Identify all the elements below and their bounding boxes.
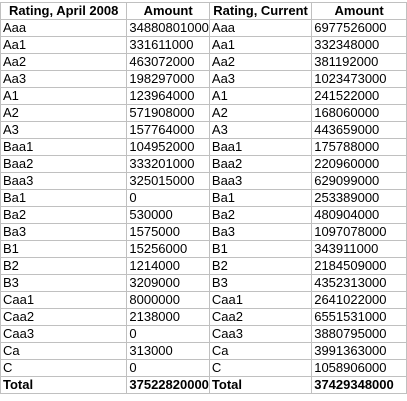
cell-amount-current[interactable]: 3991363000 — [312, 343, 407, 360]
cell-rating-current[interactable]: C — [209, 360, 311, 377]
table-row — [1, 241, 407, 258]
cell-rating-current[interactable]: Ba2 — [209, 207, 311, 224]
table-row — [1, 71, 407, 88]
cell-rating-april-2008[interactable]: Baa1 — [1, 139, 127, 156]
cell-rating-current[interactable]: Baa3 — [209, 173, 311, 190]
table-row — [1, 88, 407, 105]
total-row — [1, 377, 407, 394]
cell-amount-april-2008[interactable]: 331611000 — [127, 37, 210, 54]
table-row — [1, 37, 407, 54]
cell-amount-current[interactable]: 629099000 — [312, 173, 407, 190]
table-row — [1, 20, 407, 37]
cell-amount-current[interactable]: 3880795000 — [312, 326, 407, 343]
cell-amount-current[interactable]: 381192000 — [312, 54, 407, 71]
cell-rating-april-2008[interactable]: Caa2 — [1, 309, 127, 326]
header-amount-current[interactable]: Amount — [312, 3, 407, 20]
table-row — [1, 173, 407, 190]
header-amount-april-2008[interactable]: Amount — [127, 3, 210, 20]
cell-rating-april-2008[interactable]: Ba1 — [1, 190, 127, 207]
total-amount-current[interactable]: 37429348000 — [312, 377, 407, 394]
cell-amount-april-2008[interactable]: 104952000 — [127, 139, 210, 156]
cell-rating-april-2008[interactable]: Caa3 — [1, 326, 127, 343]
table-row — [1, 326, 407, 343]
cell-rating-april-2008[interactable]: Ba3 — [1, 224, 127, 241]
cell-rating-april-2008[interactable]: Aa2 — [1, 54, 127, 71]
cell-amount-current[interactable]: 6551531000 — [312, 309, 407, 326]
cell-rating-current[interactable]: Caa2 — [209, 309, 311, 326]
cell-rating-april-2008[interactable]: Aaa — [1, 20, 127, 37]
cell-amount-current[interactable]: 168060000 — [312, 105, 407, 122]
cell-amount-current[interactable]: 480904000 — [312, 207, 407, 224]
table-row — [1, 275, 407, 292]
cell-amount-april-2008[interactable]: 1575000 — [127, 224, 210, 241]
cell-rating-current[interactable]: Ba3 — [209, 224, 311, 241]
cell-rating-current[interactable]: B3 — [209, 275, 311, 292]
cell-rating-april-2008[interactable]: Caa1 — [1, 292, 127, 309]
cell-amount-current[interactable]: 2184509000 — [312, 258, 407, 275]
table-row — [1, 54, 407, 71]
cell-amount-april-2008[interactable]: 34880801000 — [127, 20, 210, 37]
cell-amount-current[interactable]: 2641022000 — [312, 292, 407, 309]
table-row — [1, 292, 407, 309]
cell-rating-current[interactable]: Ba1 — [209, 190, 311, 207]
cell-rating-current[interactable]: Aaa — [209, 20, 311, 37]
table-row — [1, 139, 407, 156]
table-row — [1, 343, 407, 360]
cell-rating-current[interactable]: Baa2 — [209, 156, 311, 173]
cell-amount-april-2008[interactable]: 0 — [127, 360, 210, 377]
total-amount-april-2008[interactable]: 37522820000 — [127, 377, 210, 394]
cell-amount-current[interactable]: 1097078000 — [312, 224, 407, 241]
cell-amount-april-2008[interactable]: 313000 — [127, 343, 210, 360]
header-row — [1, 3, 407, 20]
table-row — [1, 309, 407, 326]
cell-rating-april-2008[interactable]: B3 — [1, 275, 127, 292]
cell-amount-april-2008[interactable]: 463072000 — [127, 54, 210, 71]
cell-rating-current[interactable]: A3 — [209, 122, 311, 139]
cell-rating-current[interactable]: Caa3 — [209, 326, 311, 343]
cell-amount-april-2008[interactable]: 1214000 — [127, 258, 210, 275]
table-row — [1, 224, 407, 241]
cell-amount-april-2008[interactable]: 0 — [127, 190, 210, 207]
table-body — [1, 20, 407, 394]
cell-amount-current[interactable]: 4352313000 — [312, 275, 407, 292]
cell-rating-april-2008[interactable]: Ca — [1, 343, 127, 360]
header-rating-current[interactable]: Rating, Current — [209, 3, 311, 20]
cell-rating-current[interactable]: Aa3 — [209, 71, 311, 88]
cell-rating-current[interactable]: Ca — [209, 343, 311, 360]
cell-rating-april-2008[interactable]: B1 — [1, 241, 127, 258]
cell-amount-current[interactable]: 1058906000 — [312, 360, 407, 377]
cell-amount-current[interactable]: 253389000 — [312, 190, 407, 207]
table-row — [1, 207, 407, 224]
cell-rating-current[interactable]: Aa2 — [209, 54, 311, 71]
ratings-table — [0, 2, 407, 394]
cell-amount-april-2008[interactable]: 333201000 — [127, 156, 210, 173]
cell-rating-current[interactable]: B1 — [209, 241, 311, 258]
cell-rating-april-2008[interactable]: Ba2 — [1, 207, 127, 224]
total-label-current[interactable]: Total — [209, 377, 311, 394]
cell-rating-april-2008[interactable]: B2 — [1, 258, 127, 275]
cell-amount-april-2008[interactable]: 123964000 — [127, 88, 210, 105]
cell-amount-current[interactable]: 332348000 — [312, 37, 407, 54]
cell-amount-april-2008[interactable]: 571908000 — [127, 105, 210, 122]
table-row — [1, 156, 407, 173]
cell-amount-current[interactable]: 6977526000 — [312, 20, 407, 37]
cell-rating-april-2008[interactable]: Aa3 — [1, 71, 127, 88]
table-row — [1, 360, 407, 377]
cell-amount-april-2008[interactable]: 157764000 — [127, 122, 210, 139]
cell-amount-april-2008[interactable]: 198297000 — [127, 71, 210, 88]
cell-rating-april-2008[interactable]: Baa2 — [1, 156, 127, 173]
header-rating-april-2008[interactable]: Rating, April 2008 — [1, 3, 127, 20]
cell-amount-april-2008[interactable]: 530000 — [127, 207, 210, 224]
table-row — [1, 190, 407, 207]
cell-rating-april-2008[interactable]: Aa1 — [1, 37, 127, 54]
total-label-april-2008[interactable]: Total — [1, 377, 127, 394]
cell-amount-april-2008[interactable]: 8000000 — [127, 292, 210, 309]
cell-rating-current[interactable]: Baa1 — [209, 139, 311, 156]
cell-rating-april-2008[interactable]: A3 — [1, 122, 127, 139]
cell-amount-april-2008[interactable]: 0 — [127, 326, 210, 343]
cell-amount-april-2008[interactable]: 2138000 — [127, 309, 210, 326]
cell-rating-april-2008[interactable]: A2 — [1, 105, 127, 122]
cell-rating-current[interactable]: Aa1 — [209, 37, 311, 54]
cell-rating-april-2008[interactable]: A1 — [1, 88, 127, 105]
cell-rating-current[interactable]: A1 — [209, 88, 311, 105]
cell-amount-current[interactable]: 241522000 — [312, 88, 407, 105]
cell-amount-current[interactable]: 175788000 — [312, 139, 407, 156]
cell-rating-current[interactable]: Caa1 — [209, 292, 311, 309]
cell-rating-current[interactable]: A2 — [209, 105, 311, 122]
table-row — [1, 122, 407, 139]
cell-rating-april-2008[interactable]: C — [1, 360, 127, 377]
cell-rating-current[interactable]: B2 — [209, 258, 311, 275]
cell-amount-april-2008[interactable]: 15256000 — [127, 241, 210, 258]
table-row — [1, 105, 407, 122]
cell-amount-current[interactable]: 220960000 — [312, 156, 407, 173]
cell-amount-april-2008[interactable]: 3209000 — [127, 275, 210, 292]
cell-amount-current[interactable]: 343911000 — [312, 241, 407, 258]
table-row — [1, 258, 407, 275]
cell-rating-april-2008[interactable]: Baa3 — [1, 173, 127, 190]
cell-amount-current[interactable]: 443659000 — [312, 122, 407, 139]
cell-amount-april-2008[interactable]: 325015000 — [127, 173, 210, 190]
cell-amount-current[interactable]: 1023473000 — [312, 71, 407, 88]
